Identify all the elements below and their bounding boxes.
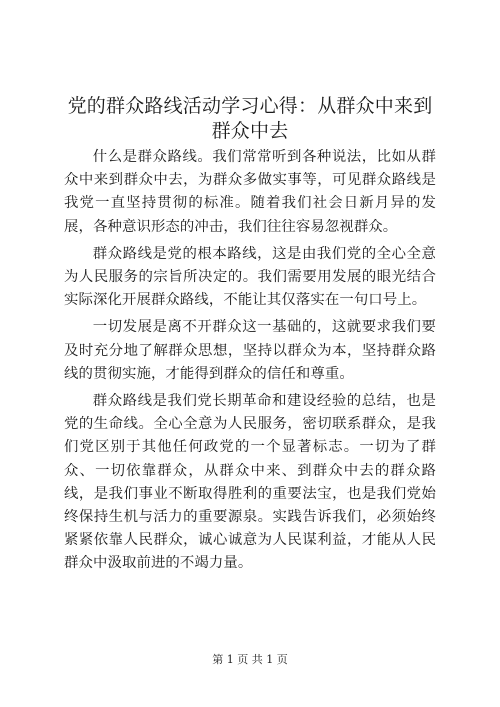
paragraph-1: 什么是群众路线。我们常常听到各种说法，比如从群众中来到群众中去，为群众多做实事等，可见群众路线是我党一直坚持贯彻的标准。随着我们社会日新月异的发展，各种意识形态的冲击，我们往往容易忽视群众。 <box>64 149 436 235</box>
document-title: 党的群众路线活动学习心得：从群众中来到群众中去 <box>67 95 433 142</box>
paragraph-2: 群众路线是党的根本路线，这是由我们党的全心全意为人民服务的宗旨所决定的。我们需要用发展的眼光结合实际深化开展群众路线，不能让其仅落实在一句口号上。 <box>64 245 436 309</box>
paragraph-3: 一切发展是离不开群众这一基础的，这就要求我们要及时充分地了解群众思想，坚持以群众为本，坚持群众路线的贯彻实施，才能得到群众的信任和尊重。 <box>64 319 436 382</box>
paragraph-4: 群众路线是我们党长期革命和建设经验的总结，也是党的生命线。全心全意为人民服务，密切联系群众，是我们党区别于其他任何政党的一个显著标志。一切为了群众、一切依靠群众，从群众中来、到群众中去的群众路线，是我们事业不断取得胜利的重要法宝，也是我们党始终保持生机与活力的重要源泉。实践告诉我们，必须始终紧紧依靠人民群众，诚心诚意为人民谋利益，才能从人民群众中汲取前进的不竭力量。 <box>64 393 436 572</box>
document-body <box>64 146 436 580</box>
page-number-footer: 第 1 页 共 1 页 <box>212 653 288 666</box>
